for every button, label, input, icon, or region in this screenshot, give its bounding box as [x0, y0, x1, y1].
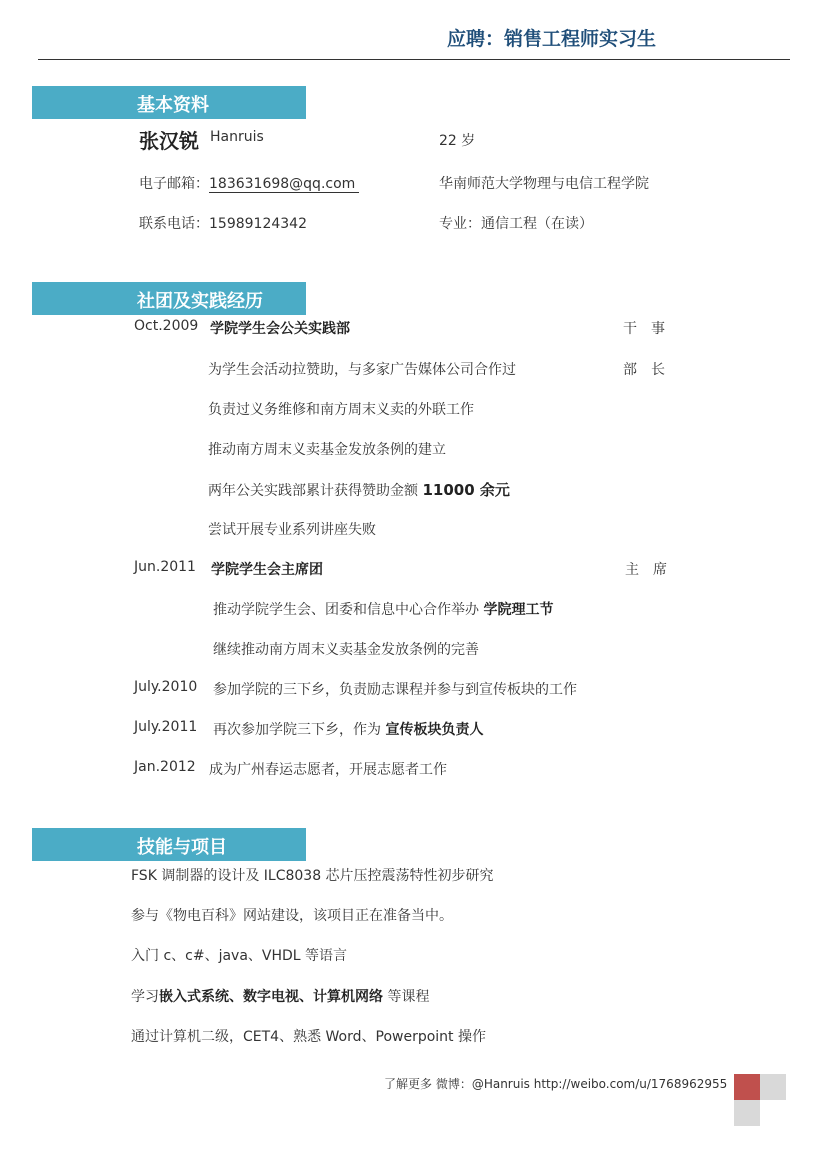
exp-line	[213, 719, 483, 739]
skill-item: 参与《物电百科》网站建设，该项目正在准备当中。	[131, 908, 453, 924]
sponsorship-amount: 11000 余元	[422, 481, 510, 499]
skill-item: FSK 调制器的设计及 ILC8038 芯片压控震荡特性初步研究	[131, 868, 494, 884]
exp-line: 负责过义务维修和南方周末义卖的外联工作	[208, 402, 474, 418]
email-row	[139, 173, 359, 193]
major: 专业：通信工程（在读）	[439, 216, 593, 232]
decor-square-grey	[734, 1100, 760, 1126]
candidate-age: 22 岁	[439, 133, 476, 149]
candidate-name-en: Hanruis	[210, 129, 264, 145]
event-name: 学院理工节	[483, 602, 554, 618]
exp-line: 参加学院的三下乡，负责励志课程并参与到宣传板块的工作	[213, 682, 577, 698]
exp-line	[213, 599, 553, 619]
exp-line: 尝试开展专业系列讲座失败	[208, 522, 376, 538]
exp-line	[208, 479, 510, 500]
email-link[interactable]: 183631698@qq.com	[209, 176, 359, 193]
skill-text: 等课程	[383, 989, 430, 1005]
role-highlight: 宣传板块负责人	[385, 722, 484, 738]
exp-role-1b: 部 长	[623, 362, 665, 378]
skill-item	[131, 986, 429, 1006]
skill-item: 通过计算机二级，CET4、熟悉 Word、Powerpoint 操作	[131, 1029, 486, 1045]
candidate-name: 张汉锐	[139, 129, 199, 153]
phone-row	[139, 213, 307, 233]
school-name: 华南师范大学物理与电信工程学院	[439, 176, 649, 192]
section-header-basic	[32, 86, 306, 119]
exp-role-1a: 干 事	[623, 321, 665, 337]
exp-date-3: July.2010	[134, 679, 198, 695]
decor-square-grey	[760, 1074, 786, 1100]
exp-line: 为学生会活动拉赞助，与多家广告媒体公司合作过	[208, 362, 516, 378]
header-divider	[38, 59, 790, 60]
exp-role-2: 主 席	[625, 562, 667, 578]
section-title-activities: 社团及实践经历	[137, 291, 263, 312]
skill-item: 入门 c、c#、java、VHDL 等语言	[131, 948, 348, 964]
skill-text: 学习	[131, 989, 159, 1005]
course-list: 嵌入式系统、数字电视、计算机网络	[159, 989, 383, 1005]
exp-line-text: 两年公关实践部累计获得赞助金额	[208, 483, 423, 499]
job-title: 应聘：销售工程师实习生	[447, 28, 657, 50]
exp-line: 继续推动南方周末义卖基金发放条例的完善	[213, 642, 479, 658]
phone-number: 15989124342	[209, 216, 307, 232]
section-header-skills	[32, 828, 306, 861]
exp-date-5: Jan.2012	[134, 759, 196, 775]
email-label: 电子邮箱：	[139, 176, 209, 192]
exp-date-4: July.2011	[134, 719, 198, 735]
exp-line: 成为广州春运志愿者，开展志愿者工作	[209, 762, 447, 778]
phone-label: 联系电话：	[139, 216, 209, 232]
exp-line-text: 再次参加学院三下乡，作为	[213, 722, 386, 738]
exp-line-text: 推动学院学生会、团委和信息中心合作举办	[213, 602, 484, 618]
exp-org-2: 学院学生会主席团	[211, 562, 323, 578]
footer-weibo: 了解更多 微博：@Hanruis http://weibo.com/u/1768962955	[384, 1077, 728, 1091]
section-title-skills: 技能与项目	[137, 837, 227, 858]
exp-date-2: Jun.2011	[134, 559, 196, 575]
section-header-activities	[32, 282, 306, 315]
section-title-basic: 基本资料	[137, 95, 209, 116]
exp-line: 推动南方周末义卖基金发放条例的建立	[208, 442, 446, 458]
exp-org-1: 学院学生会公关实践部	[210, 321, 350, 337]
decor-square-red	[734, 1074, 760, 1100]
exp-date-1: Oct.2009	[134, 318, 199, 334]
